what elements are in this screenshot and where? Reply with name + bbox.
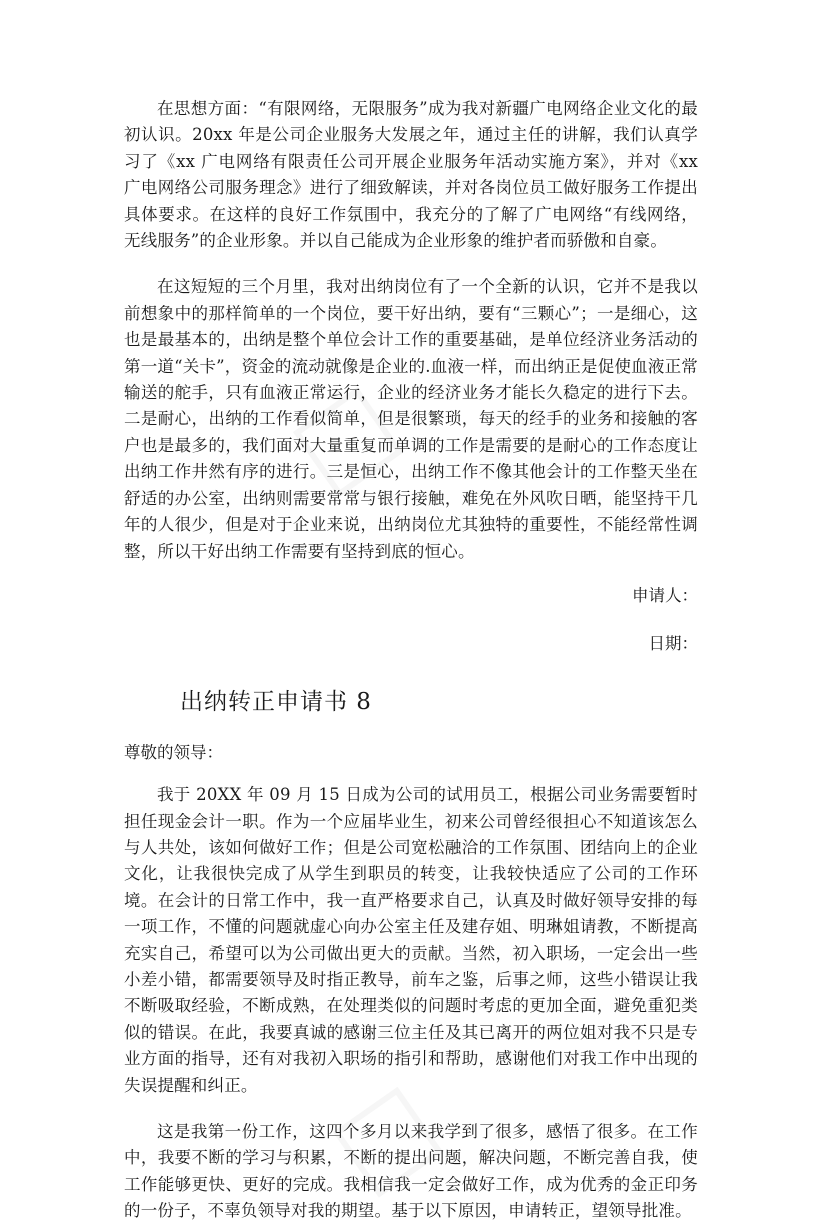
body-paragraph: 这是我第一份工作，这四个多月以来我学到了很多，感悟了很多。在工作中，我要不断的学习与积累，不断的提出问题，解决问题，不断完善自我，使工作能够更快、更好的完成。我相信我一定会做好工作，成为优秀的金正印务的一份子，不辜负领导对我的期望。基于以下原因，申请转正，望领导批准。 xyxy=(124,1122,698,1221)
body-paragraph: 在这短短的三个月里，我对出纳岗位有了一个全新的认识，它并不是我以前想象中的那样简单的一个岗位，要干好出纳，要有“三颗心”；一是细心，这也是最基本的，出纳是整个单位会计工作的重要基础，是单位经济业务活动的第一道“关卡”，资金的流动就像是企业的.血液一样，而出纳正是促使血液正常输送的舵手，只有血液正常运行，企业的经济业务才能长久稳定的进行下去。二是耐心，出纳的工作看似简单，但是很繁琐，每天的经手的业务和接触的客户也是最多的，我们面对大量重复而单调的工作是需要的是耐心的工作态度让出纳工作井然有序的进行。三是恒心，出纳工作不像其他会计的工作整天坐在舒适的办公室，出纳则需要常常与银行接触，难免在外风吹日晒，能坚持干几年的人很少，但是对于企业来说，出纳岗位尤其独特的重要性，不能经常性调整，所以干好出纳工作需要有坚持到底的恒心。 xyxy=(124,277,698,561)
applicant-signature-label: 申请人： xyxy=(632,585,698,605)
document-title: 出纳转正申请书 8 xyxy=(180,688,372,715)
date-label: 日期： xyxy=(648,634,698,654)
body-paragraph: 我于 20XX 年 09 月 15 日成为公司的试用员工，根据公司业务需要暂时担任现金会计一职。作为一个应届毕业生，初来公司曾经很担心不知道该怎么与人共处，该如何做好工作；但是公司宽松融洽的工作氛围、团结向上的企业文化，让我很快完成了从学生到职员的转变，让我较快适应了公司的工作环境。在会计的日常工作中，我一直严格要求自己，认真及时做好领导安排的每一项工作，不懂的问题就虚心向办公室主任及建存姐、明琳姐请教，不断提高充实自己，希望可以为公司做出更大的贡献。当然，初入职场，一定会出一些小差小错，都需要领导及时指正教导，前车之鉴，后事之师，这些小错误让我不断吸取经验，不断成熟，在处理类似的问题时考虑的更加全面，避免重犯类似的错误。在此，我要真诚的感谢三位主任及其已离开的两位姐对我不只是专业方面的指导，还有对我初入职场的指引和帮助，感谢他们对我工作中出现的失误提醒和纠正。 xyxy=(124,785,698,1095)
salutation: 尊敬的领导： xyxy=(124,742,223,762)
body-paragraph: 在思想方面：“有限网络，无限服务”成为我对新疆广电网络企业文化的最初认识。20xx 年是公司企业服务大发展之年，通过主任的讲解，我们认真学习了《xx 广电网络有限责任公司开展企业服务年活动实施方案》，并对《xx 广电网络公司服务理念》进行了细致解读，并对各岗位员工做好服务工作提出具体要求。在这样的良好工作氛围中，我充分的了解了广电网络“有线网络，无线服务”的企业形象。并以自己能成为企业形象的维护者而骄傲和自豪。 xyxy=(124,99,698,251)
document-page xyxy=(124,96,698,1225)
